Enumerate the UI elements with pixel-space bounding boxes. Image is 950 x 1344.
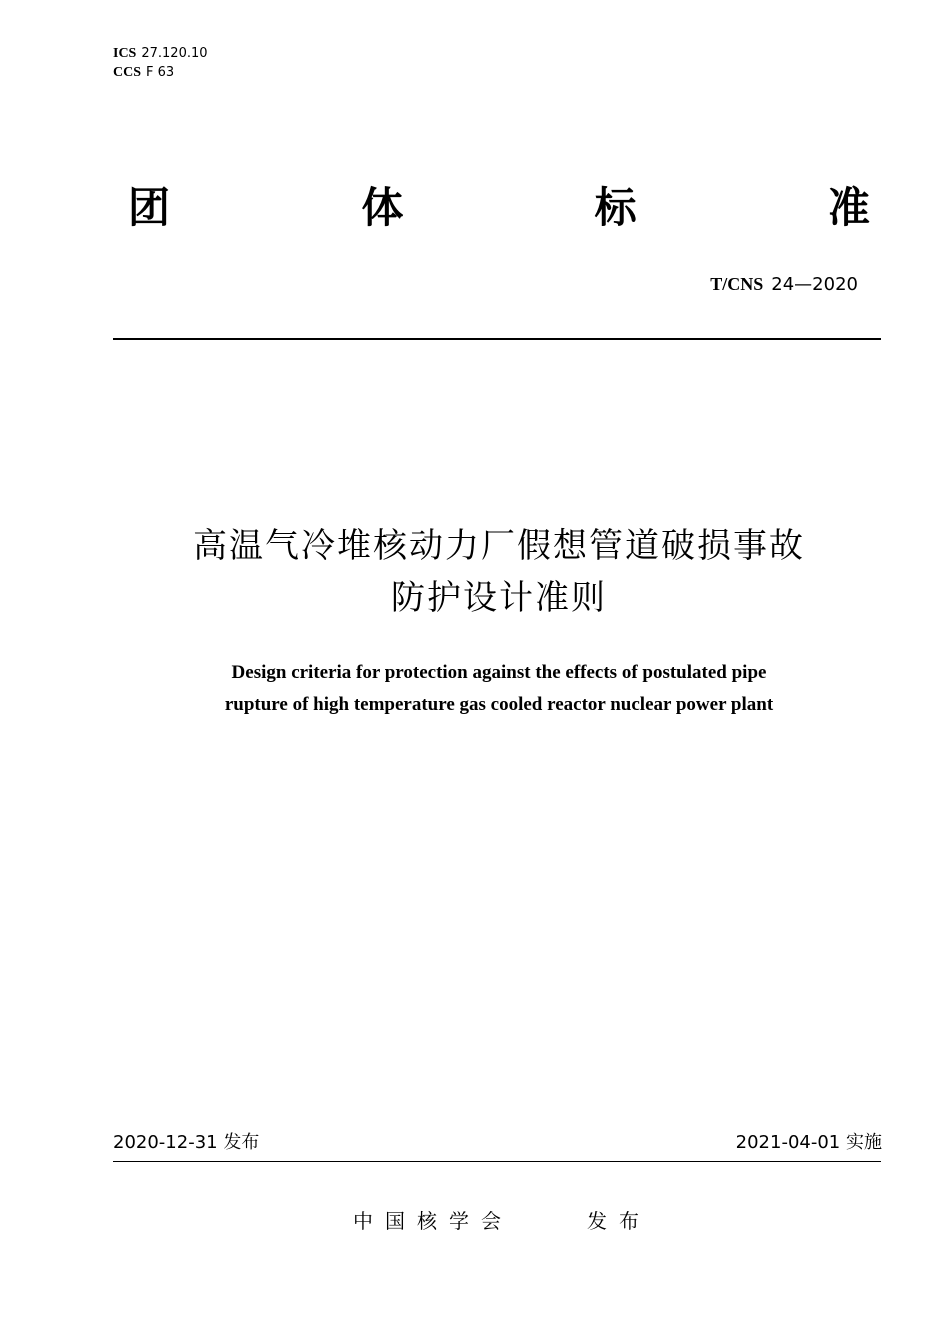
- standard-type-char: 标: [594, 183, 637, 232]
- ccs-value: F 63: [146, 65, 175, 80]
- ccs-label: CCS: [113, 65, 142, 80]
- title-chinese-line-2: 防护设计准则: [391, 578, 607, 618]
- standard-type-char: 体: [361, 183, 404, 232]
- ics-label: ICS: [113, 46, 137, 61]
- title-english-line-2: rupture of high temperature gas cooled reactor nuclear power plant: [224, 694, 774, 715]
- title-english-line-1: Design criteria for protection against the effects of postulated pipe: [231, 662, 767, 683]
- standard-org-code: T/CNS: [710, 274, 764, 294]
- title-chinese-line-1: 高温气冷堆核动力厂假想管道破损事故: [193, 526, 805, 566]
- issue-date: 2020-12-31 发布: [113, 1132, 260, 1153]
- footer-divider: [113, 1161, 881, 1162]
- implementation-date: 2021-04-01 实施: [735, 1132, 882, 1153]
- standard-number: [710, 271, 858, 298]
- standard-serial: 24—2020: [771, 274, 858, 295]
- classification-codes: [113, 44, 208, 82]
- standard-type-char: 准: [827, 183, 870, 232]
- standard-type-char: 团: [128, 183, 171, 232]
- ccs-row: [113, 63, 208, 82]
- ics-value: 27.120.10: [141, 46, 208, 61]
- publish-action: 发布: [587, 1209, 651, 1233]
- header-divider: [113, 338, 881, 340]
- title-english: [110, 657, 888, 721]
- standard-type-heading: [128, 182, 870, 234]
- publisher-name: 中国核学会: [353, 1209, 513, 1233]
- ics-row: [113, 44, 208, 63]
- title-chinese: [100, 520, 898, 624]
